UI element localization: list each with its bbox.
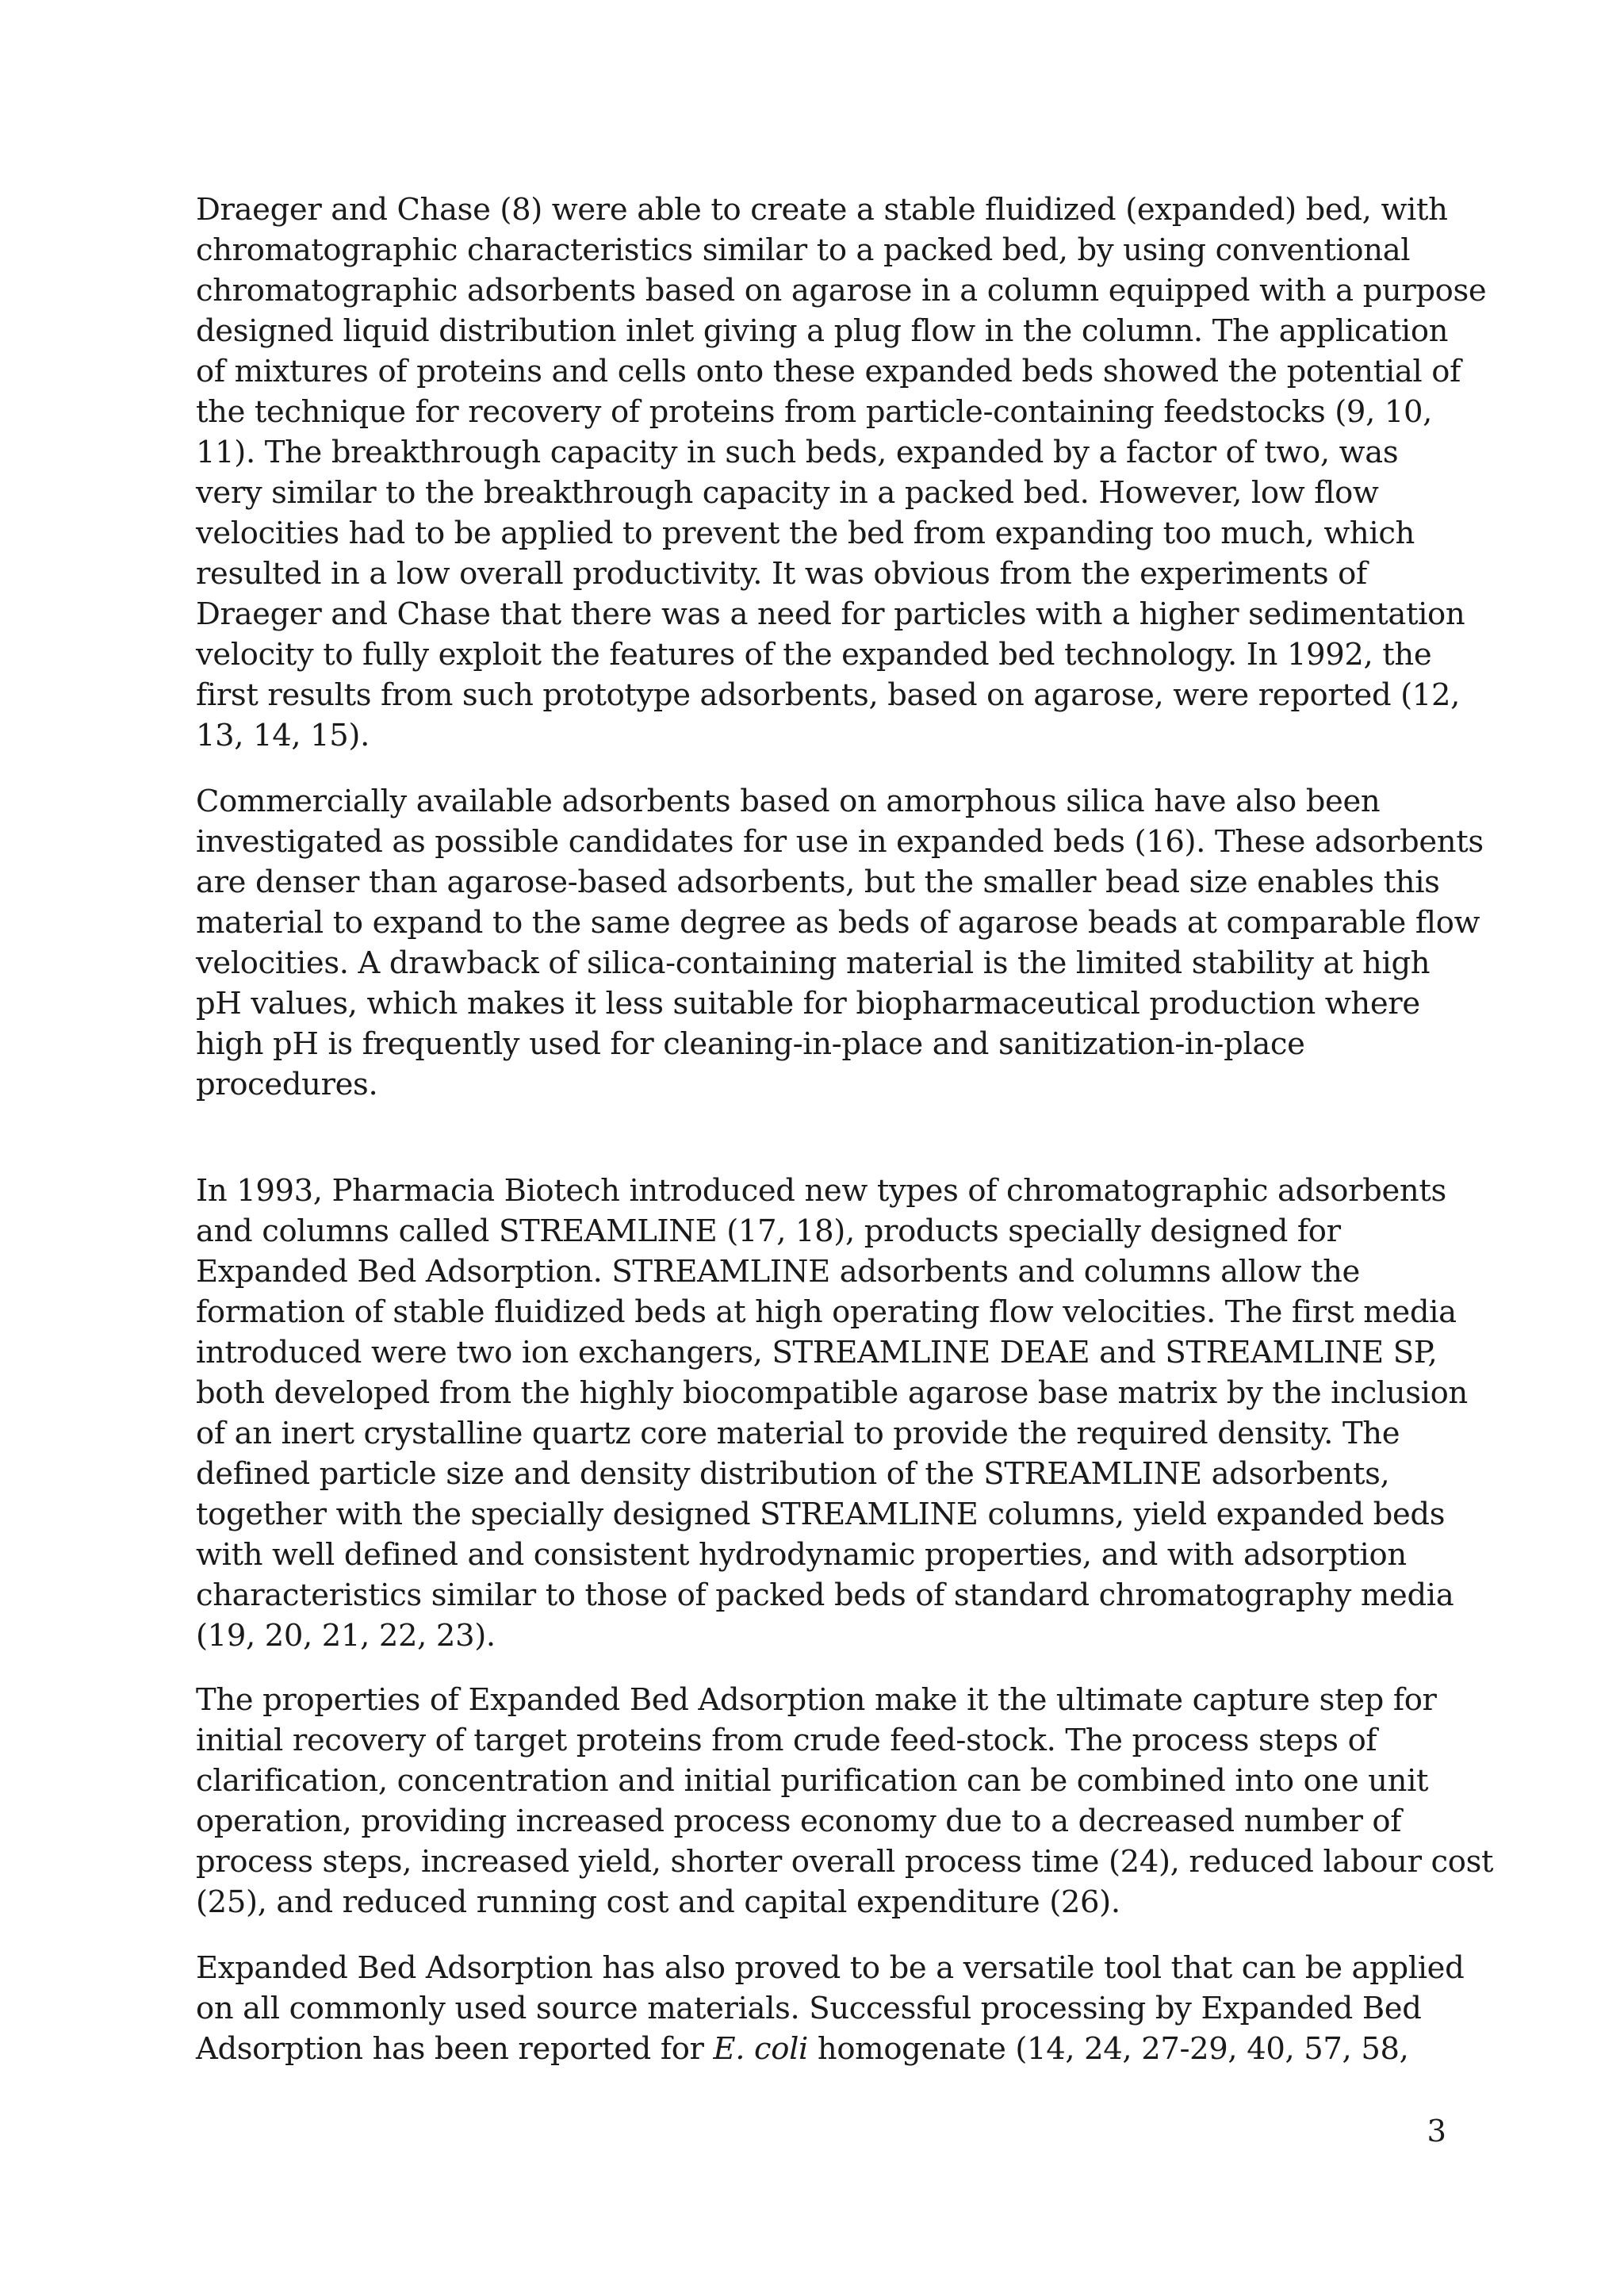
paragraph-versatile-tool bbox=[196, 1948, 1465, 2069]
text-line: velocities had to be applied to prevent the bed from expanding too much, which bbox=[196, 516, 1415, 551]
paragraph-ultimate-capture-step bbox=[196, 1680, 1494, 1922]
text-line: 11). The breakthrough capacity in such beds, expanded by a factor of two, was bbox=[196, 435, 1399, 470]
paragraph-silica-adsorbents bbox=[196, 781, 1484, 1105]
text-line: on all commonly used source materials. Successful processing by Expanded Bed bbox=[196, 1991, 1422, 2026]
text-line: chromatographic characteristics similar to a packed bed, by using conventional bbox=[196, 232, 1411, 268]
text-line: are denser than agarose-based adsorbents, but the smaller bead size enables this bbox=[196, 864, 1440, 900]
text-line: high pH is frequently used for cleaning-in-place and sanitization-in-place bbox=[196, 1026, 1305, 1062]
text-line: In 1993, Pharmacia Biotech introduced new types of chromatographic adsorbents bbox=[196, 1173, 1446, 1209]
text-line: characteristics similar to those of packed beds of standard chromatography media bbox=[196, 1577, 1454, 1613]
text-line bbox=[196, 2029, 1465, 2069]
text-line: chromatographic adsorbents based on agarose in a column equipped with a purpose bbox=[196, 273, 1487, 309]
text-line: with well defined and consistent hydrodynamic properties, and with adsorption bbox=[196, 1537, 1407, 1573]
text-line: Draeger and Chase that there was a need for particles with a higher sedimentation bbox=[196, 596, 1465, 632]
text-line: Expanded Bed Adsorption. STREAMLINE adsorbents and columns allow the bbox=[196, 1254, 1360, 1290]
text-line: velocity to fully exploit the features of the expanded bed technology. In 1992, the bbox=[196, 637, 1432, 673]
text-line: first results from such prototype adsorbents, based on agarose, were reported (12, bbox=[196, 677, 1460, 713]
text-line: initial recovery of target proteins from crude feed-stock. The process steps of bbox=[196, 1723, 1377, 1758]
text-line: both developed from the highly biocompatible agarose base matrix by the inclusion bbox=[196, 1375, 1468, 1411]
text-line: formation of stable fluidized beds at high operating flow velocities. The first media bbox=[196, 1294, 1457, 1330]
text-line: Draeger and Chase (8) were able to create a stable fluidized (expanded) bed, with bbox=[196, 192, 1448, 228]
text-line: process steps, increased yield, shorter overall process time (24), reduced labour cost bbox=[196, 1844, 1494, 1880]
text-line: Commercially available adsorbents based on amorphous silica have also been bbox=[196, 784, 1381, 819]
text-line: (19, 20, 21, 22, 23). bbox=[196, 1618, 496, 1654]
text-line: Expanded Bed Adsorption has also proved to be a versatile tool that can be applied bbox=[196, 1950, 1465, 1986]
text-line: The properties of Expanded Bed Adsorption make it the ultimate capture step for bbox=[196, 1682, 1437, 1718]
text-line: designed liquid distribution inlet giving a plug flow in the column. The application bbox=[196, 313, 1449, 349]
text-line: of mixtures of proteins and cells onto these expanded beds showed the potential of bbox=[196, 354, 1461, 389]
italic-species-name: E. coli bbox=[713, 2031, 809, 2067]
text-line: (25), and reduced running cost and capital expenditure (26). bbox=[196, 1884, 1120, 1920]
text-segment: homogenate (14, 24, 27-29, 40, 57, 58, bbox=[808, 2031, 1409, 2067]
text-line: pH values, which makes it less suitable for biopharmaceutical production where bbox=[196, 986, 1420, 1022]
text-line: defined particle size and density distribution of the STREAMLINE adsorbents, bbox=[196, 1456, 1390, 1492]
text-line: velocities. A drawback of silica-containing material is the limited stability at high bbox=[196, 945, 1431, 981]
paragraph-draeger-chase bbox=[196, 190, 1487, 756]
text-line: investigated as possible candidates for use in expanded beds (16). These adsorbents bbox=[196, 824, 1484, 860]
text-line: clarification, concentration and initial purification can be combined into one unit bbox=[196, 1763, 1429, 1799]
paragraph-streamline-introduction bbox=[196, 1171, 1468, 1656]
text-line: procedures. bbox=[196, 1067, 378, 1102]
text-line: operation, providing increased process economy due to a decreased number of bbox=[196, 1803, 1402, 1839]
text-line: very similar to the breakthrough capacity in a packed bed. However, low flow bbox=[196, 475, 1379, 511]
text-line: introduced were two ion exchangers, STREAMLINE DEAE and STREAMLINE SP, bbox=[196, 1335, 1438, 1370]
text-line: of an inert crystalline quartz core material to provide the required density. The bbox=[196, 1416, 1400, 1451]
text-line: 13, 14, 15). bbox=[196, 718, 370, 753]
text-line: resulted in a low overall productivity. It was obvious from the experiments of bbox=[196, 556, 1367, 592]
text-line: the technique for recovery of proteins from particle-containing feedstocks (9, 10, bbox=[196, 394, 1433, 430]
text-line: together with the specially designed STREAMLINE columns, yield expanded beds bbox=[196, 1497, 1446, 1532]
text-segment: Adsorption has been reported for bbox=[196, 2031, 714, 2067]
page-number: 3 bbox=[1427, 2114, 1446, 2149]
text-line: and columns called STREAMLINE (17, 18), products specially designed for bbox=[196, 1213, 1341, 1249]
text-line: material to expand to the same degree as beds of agarose beads at comparable flow bbox=[196, 905, 1480, 941]
